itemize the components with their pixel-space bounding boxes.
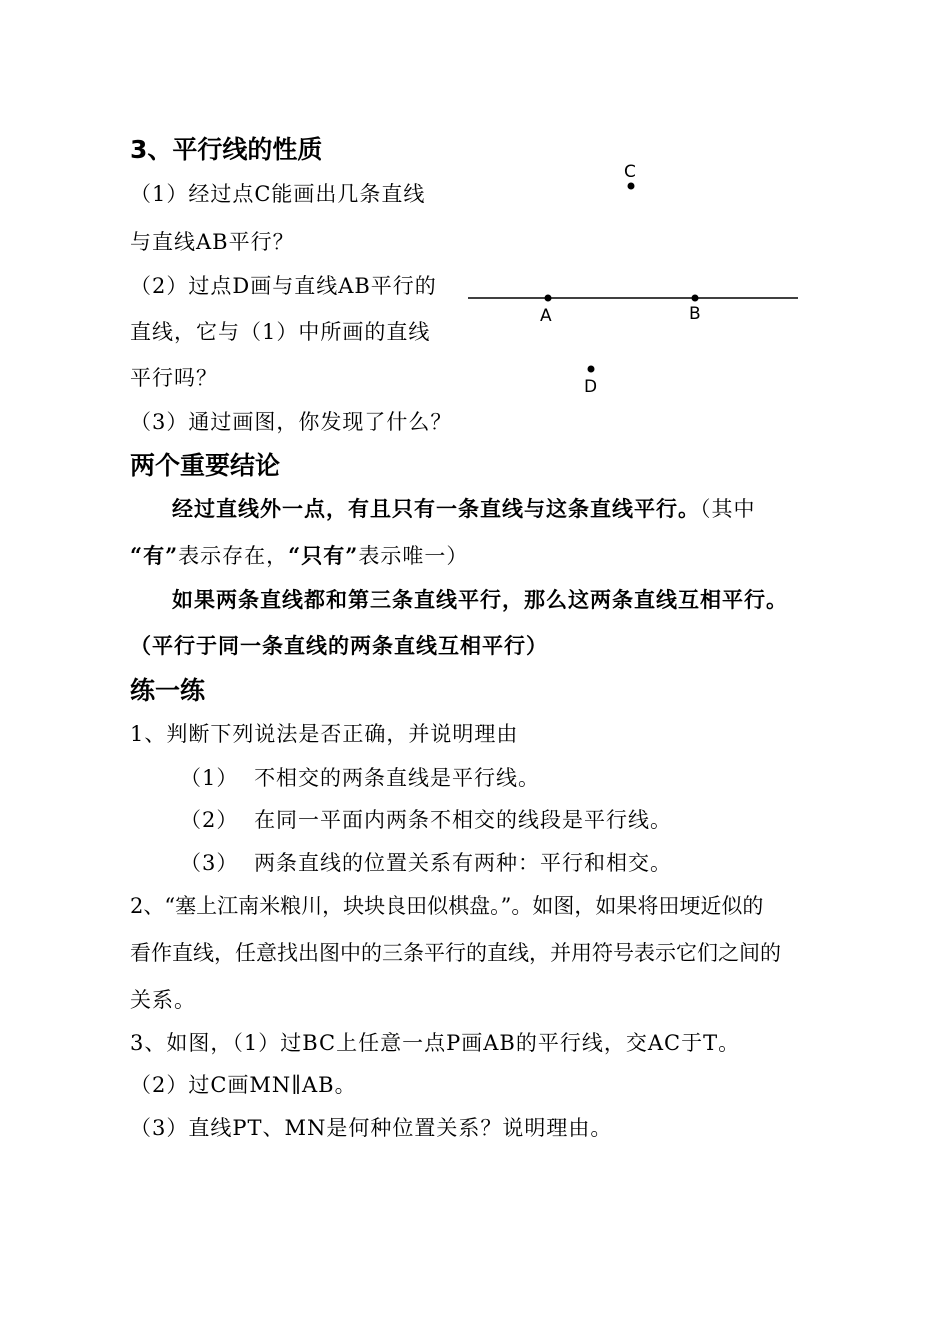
parallel-line-figure	[460, 155, 805, 400]
item-number: （3）	[180, 851, 239, 875]
point-d-label: D	[584, 377, 598, 397]
point-b-label: B	[689, 304, 701, 324]
point-a	[545, 295, 552, 302]
conclusion-1	[172, 493, 756, 523]
point-c	[628, 183, 635, 190]
exist-text: 表示存在，	[178, 544, 289, 568]
zhiyou-term: “只有”	[288, 543, 359, 568]
question-3: （3）通过画图，你发现了什么？	[130, 410, 453, 434]
practice-1-item	[180, 847, 672, 877]
practice-2-line-3: 关系。	[130, 988, 196, 1012]
item-text: 两条直线的位置关系有两种：平行和相交。	[254, 851, 673, 875]
practice-2-line-1: 2、“塞上江南米粮川，块块良田似棋盘。”。如图，如果将田埂近似的	[130, 894, 764, 918]
point-d	[588, 366, 595, 373]
section-title: 3、平行线的性质	[130, 135, 323, 164]
item-text: 在同一平面内两条不相交的线段是平行线。	[254, 808, 673, 832]
item-number: （2）	[180, 808, 239, 832]
conclusion-1-main: 经过直线外一点，有且只有一条直线与这条直线平行。	[172, 496, 700, 521]
practice-2-line-2: 看作直线，任意找出图中的三条平行的直线，并用符号表示它们之间的	[130, 941, 781, 965]
unique-text: 表示唯一）	[358, 544, 469, 568]
practice-3-line-3: （3）直线PT、MN是何种位置关系？说明理由。	[130, 1116, 613, 1140]
practice-3-line-1: 3、如图，（1）过BC上任意一点P画AB的平行线，交AC于T。	[130, 1031, 741, 1055]
question-1-line-2: 与直线AB平行？	[130, 230, 295, 254]
point-c-label: C	[624, 162, 636, 182]
practice-title: 练一练	[130, 676, 206, 705]
question-2-line-1: （2）过点D画与直线AB平行的	[130, 274, 437, 298]
conclusion-2-note: （平行于同一条直线的两条直线互相平行）	[130, 633, 548, 658]
conclusion-2: 如果两条直线都和第三条直线平行，那么这两条直线互相平行。	[172, 587, 788, 612]
practice-3-line-2: （2）过C画MN∥AB。	[130, 1073, 357, 1097]
practice-1-item	[180, 762, 540, 792]
you-term: “有”	[130, 543, 179, 568]
item-text: 不相交的两条直线是平行线。	[254, 766, 541, 790]
conclusion-1-tail: （其中	[700, 497, 756, 521]
point-a-label: A	[540, 306, 552, 326]
conclusion-1-note	[130, 540, 468, 570]
practice-1: 1、判断下列说法是否正确，并说明理由	[130, 722, 519, 746]
conclusions-title: 两个重要结论	[130, 451, 281, 480]
item-number: （1）	[180, 766, 239, 790]
point-b	[692, 295, 699, 302]
question-2-line-2: 直线，它与（1）中所画的直线	[130, 320, 431, 344]
question-1-line-1: （1）经过点C能画出几条直线	[130, 182, 426, 206]
practice-1-item	[180, 804, 672, 834]
question-2-line-3: 平行吗？	[130, 366, 218, 390]
